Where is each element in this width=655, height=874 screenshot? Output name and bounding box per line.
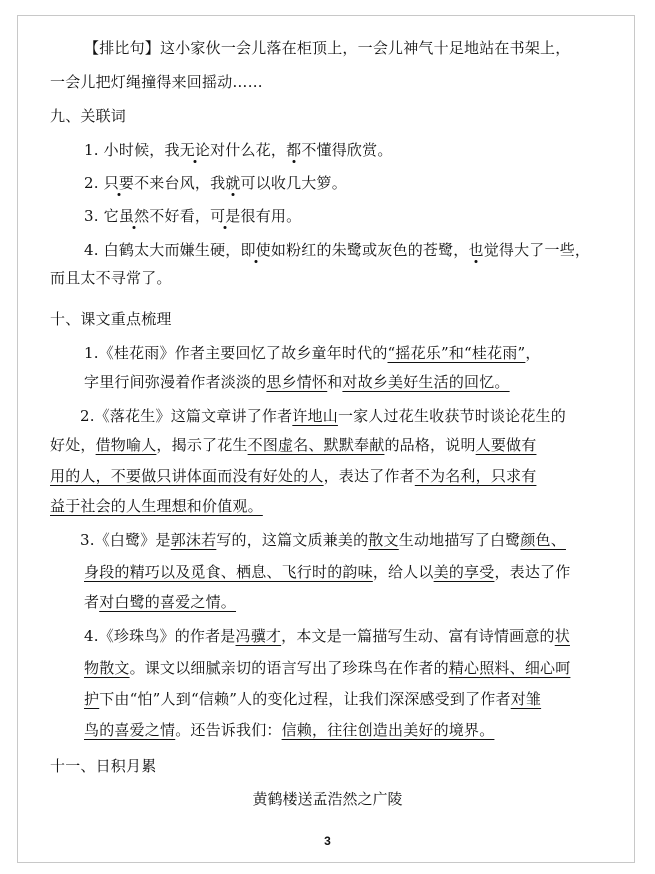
parallelism-line-1: 【排比句】这小家伙一会儿落在柜顶上，一会儿神气十足地站在书架上， xyxy=(84,39,571,57)
summary-item-3-line-2: 身段的精巧以及觅食、栖息、飞行时的韵味，给人以美的享受，表达了作 xyxy=(84,563,571,581)
conjunction-item-3: 3. 它虽然不好看，可是很有用。 xyxy=(84,207,302,225)
summary-item-1-line-1: 1.《桂花雨》作者主要回忆了故乡童年时代的“摇花乐”和“桂花雨”， xyxy=(84,344,541,362)
keyword-1: 虽然 xyxy=(118,207,150,225)
summary-item-4-line-1: 4.《珍珠鸟》的作者是冯骥才，本文是一篇描写生动、富有诗情画意的状 xyxy=(84,627,570,645)
poem-title: 黄鹤楼送孟浩然之广陵 xyxy=(252,790,403,808)
summary-item-4-line-2: 物散文。课文以细腻亲切的语言写出了珍珠鸟在作者的精心照料、细心呵 xyxy=(84,659,571,677)
summary-item-4-line-3: 护下由“怕”人到“信赖”人的变化过程，让我们深深感受到了作者对雏 xyxy=(84,690,542,708)
conjunction-item-4: 4. 白鹤太大而嫌生硬，即使如粉红的朱鹭或灰色的苍鹭，也觉得大了一些， xyxy=(84,241,591,259)
summary-item-3-line-1: 3.《白鹭》是郭沫若写的，这篇文质兼美的散文生动地描写了白鹭颜色、 xyxy=(80,531,566,549)
conjunction-item-2: 2. 只要不来台风，我就可以收几大箩。 xyxy=(84,174,347,192)
keyword-2: 就 xyxy=(225,174,241,192)
conjunction-item-1: 1. 小时候，我无论对什么花，都不懂得欣赏。 xyxy=(84,141,393,159)
summary-item-2-line-4: 益于社会的人生理想和价值观。 xyxy=(50,497,263,515)
keyword-2: 都 xyxy=(286,141,302,159)
keyword-1: 无论 xyxy=(179,141,211,159)
summary-item-2-line-3: 用的人，不要做只讲体面而没有好处的人，表达了作者不为名利，只求有 xyxy=(50,467,537,485)
summary-item-2-line-1: 2.《落花生》这篇文章讲了作者许地山一家人过花生收获节时谈论花生的 xyxy=(80,407,566,425)
keyword-1: 只要 xyxy=(103,174,135,192)
parallelism-label: 【排比句】 xyxy=(84,39,161,57)
keyword-1: 即使 xyxy=(240,241,271,259)
keyword-2: 可是 xyxy=(210,207,241,225)
summary-item-3-line-3: 者对白鹭的喜爱之情。 xyxy=(84,593,237,611)
section-9-title: 九、关联词 xyxy=(50,107,127,125)
conjunction-item-4-cont: 而且太不寻常了。 xyxy=(50,269,172,287)
summary-item-4-line-4: 鸟的喜爱之情。还告诉我们：信赖，往往创造出美好的境界。 xyxy=(84,721,495,739)
keyword-2: 也 xyxy=(468,241,484,259)
parallelism-line-2: 一会儿把灯绳撞得来回摇动…… xyxy=(50,73,263,91)
page-number: 3 xyxy=(324,834,331,848)
section-11-title: 十一、日积月累 xyxy=(50,757,157,775)
summary-item-1-line-2: 字里行间弥漫着作者淡淡的思乡情怀和对故乡美好生活的回忆。 xyxy=(84,373,510,391)
section-10-title: 十、课文重点梳理 xyxy=(50,310,172,328)
summary-item-2-line-2: 好处，借物喻人，揭示了花生不图虚名、默默奉献的品格，说明人要做有 xyxy=(50,436,537,454)
